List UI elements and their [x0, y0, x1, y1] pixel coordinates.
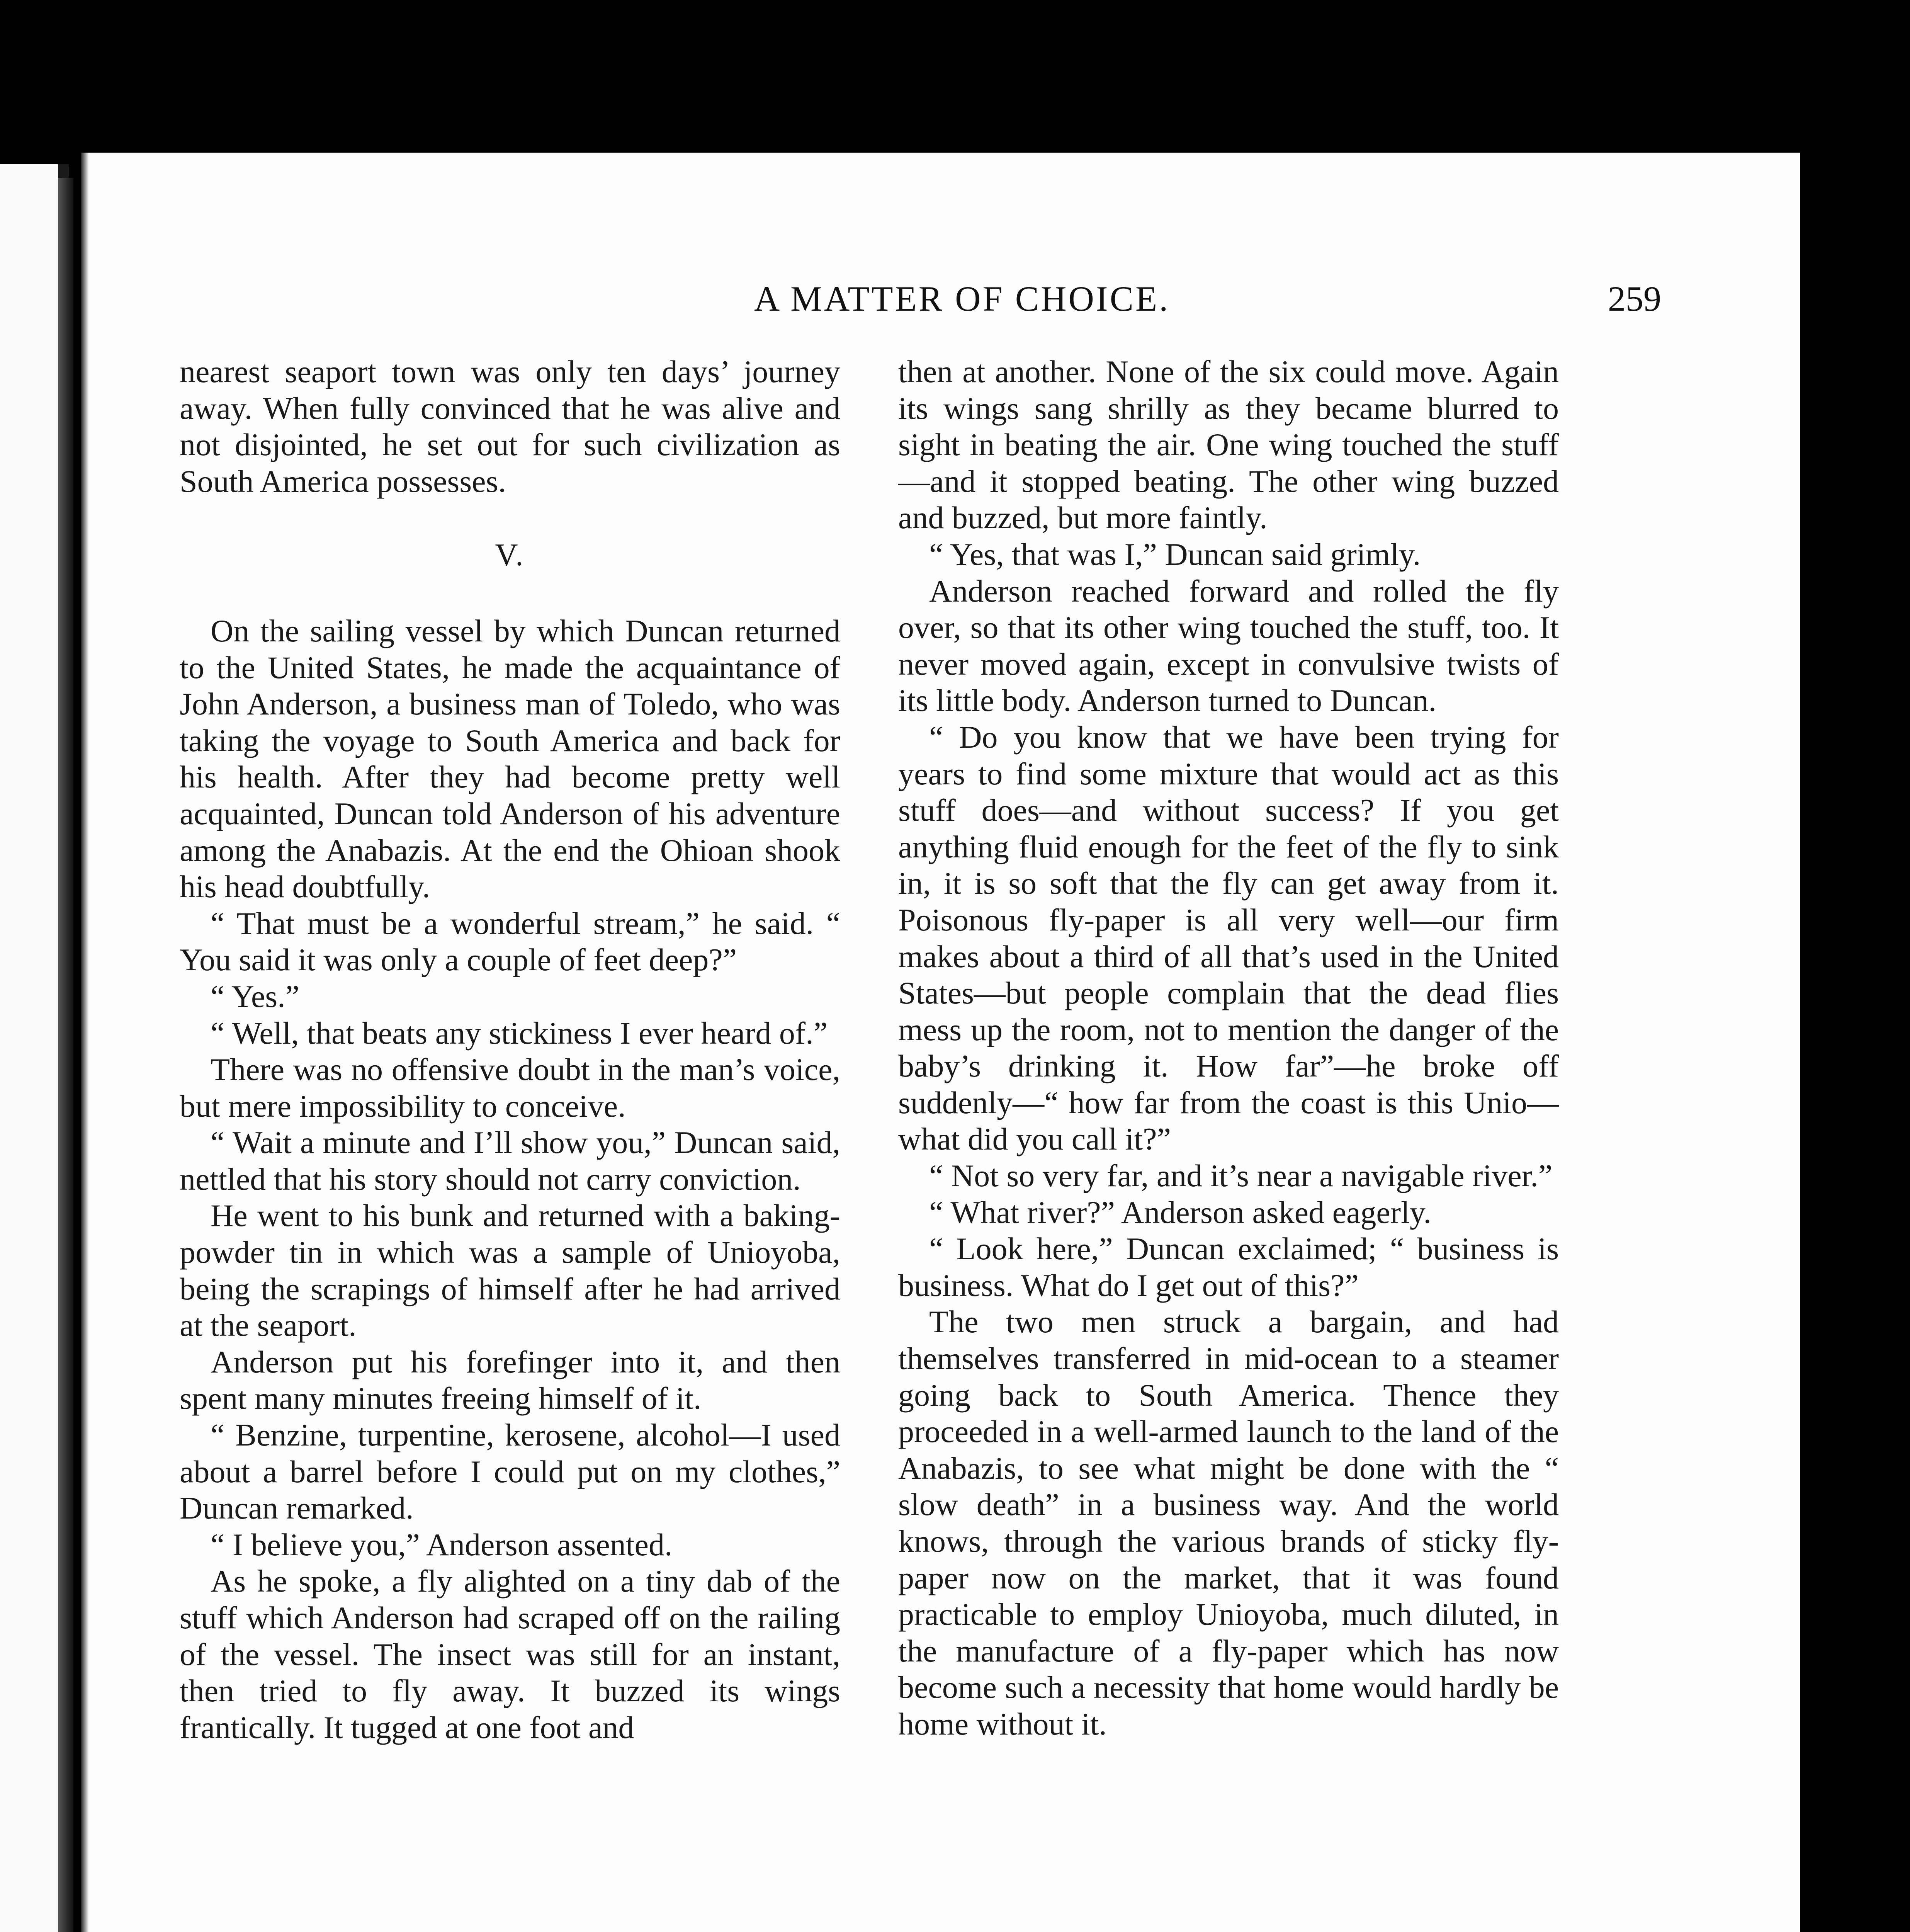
paragraph: “ That must be a wonderful stream,” he said. “ You said it was only a couple of feet deep?” [180, 905, 840, 978]
paragraph: He went to his bunk and returned with a baking-powder tin in which was a sample of Unioyoba, being the scrapings of himself after he had arrived at the seaport. [180, 1198, 840, 1343]
paragraph: “ What river?” Anderson asked eagerly. [929, 1194, 1432, 1230]
paragraph: “ Yes.” [211, 978, 300, 1014]
paragraph: “ Benzine, turpentine, kerosene, alcohol—I used about a barrel before I could put on my clothes,” Duncan remarked. [180, 1417, 840, 1526]
paragraph: As he spoke, a fly alighted on a tiny dab of the stuff which Anderson had scraped off on the railing of the vessel. The insect was still for an instant, then tried to fly away. It buzzed its wings frantically. It tugged at one foot and [180, 1563, 840, 1745]
running-head: A MATTER OF CHOICE. [754, 279, 1170, 318]
page-gutter-shadow [58, 178, 73, 1932]
paragraph: “ I believe you,” Anderson assented. [211, 1527, 673, 1562]
page-binding-shadow [81, 153, 89, 1932]
section-number: V. [495, 537, 525, 573]
text-column-right [898, 354, 1559, 1743]
paragraph: Anderson put his forefinger into it, and then spent many minutes freeing himself of it. [180, 1344, 840, 1416]
paragraph: “ Well, that beats any stickiness I ever heard of.” [211, 1015, 828, 1051]
text-column-left [180, 354, 840, 1746]
paragraph: Anderson reached forward and rolled the fly over, so that its other wing touched the stuff, too. It never moved again, except in convulsive twists of its little body. Anderson turned to Duncan. [898, 573, 1559, 718]
paragraph: There was no offensive doubt in the man’s voice, but mere impossibility to conceive. [180, 1052, 840, 1124]
paragraph: “ Wait a minute and I’ll show you,” Duncan said, nettled that his story should not carry conviction. [180, 1125, 840, 1197]
paragraph: The two men struck a bargain, and had themselves transferred in mid-ocean to a steamer going back to South America. Thence they proceeded in a well-armed launch to the land of the Anabazis, to see what might be done with the “ slow death” in a business way. And the world knows, through the various brands of sticky fly-paper now on the market, that it was found practicable to employ Unioyoba, much diluted, in the manufacture of a fly-paper which has now become such a necessity that home would hardly be home without it. [898, 1304, 1559, 1742]
paragraph: nearest seaport town was only ten days’ journey away. When fully convinced that he was alive and not disjointed, he set out for such civilization as South America possesses. [180, 354, 840, 499]
paragraph: “ Do you know that we have been trying for years to find some mixture that would act as this stuff does—and without success? If you get anything fluid enough for the feet of the fly to sink in, it is so soft that the fly can get away from it. Poisonous fly-paper is all very well—our firm makes about a third of all that’s used in the United States—but people complain that the dead flies mess up the room, not to mention the danger of the baby’s drinking it. How far”—he broke off suddenly—“ how far from the coast is this Unio—what did you call it?” [898, 719, 1559, 1157]
paragraph: “ Look here,” Duncan exclaimed; “ business is business. What do I get out of this?” [898, 1231, 1559, 1303]
book-page [81, 153, 1800, 1932]
paragraph: On the sailing vessel by which Duncan returned to the United States, he made the acquaintance of John Anderson, a business man of Toledo, who was taking the voyage to South America and back for his health. After they had become pretty well acquainted, Duncan told Anderson of his adventure among the Anabazis. At the end the Ohioan shook his head doubtfully. [180, 613, 840, 905]
page-number: 259 [1608, 279, 1661, 318]
paragraph: “ Yes, that was I,” Duncan said grimly. [929, 536, 1421, 572]
paragraph: then at another. None of the six could move. Again its wings sang shrilly as they became blurred to sight in beating the air. One wing touched the stuff—and it stopped beating. The other wing buzzed and buzzed, but more faintly. [898, 354, 1559, 536]
paragraph: “ Not so very far, and it’s near a navigable river.” [929, 1158, 1553, 1194]
